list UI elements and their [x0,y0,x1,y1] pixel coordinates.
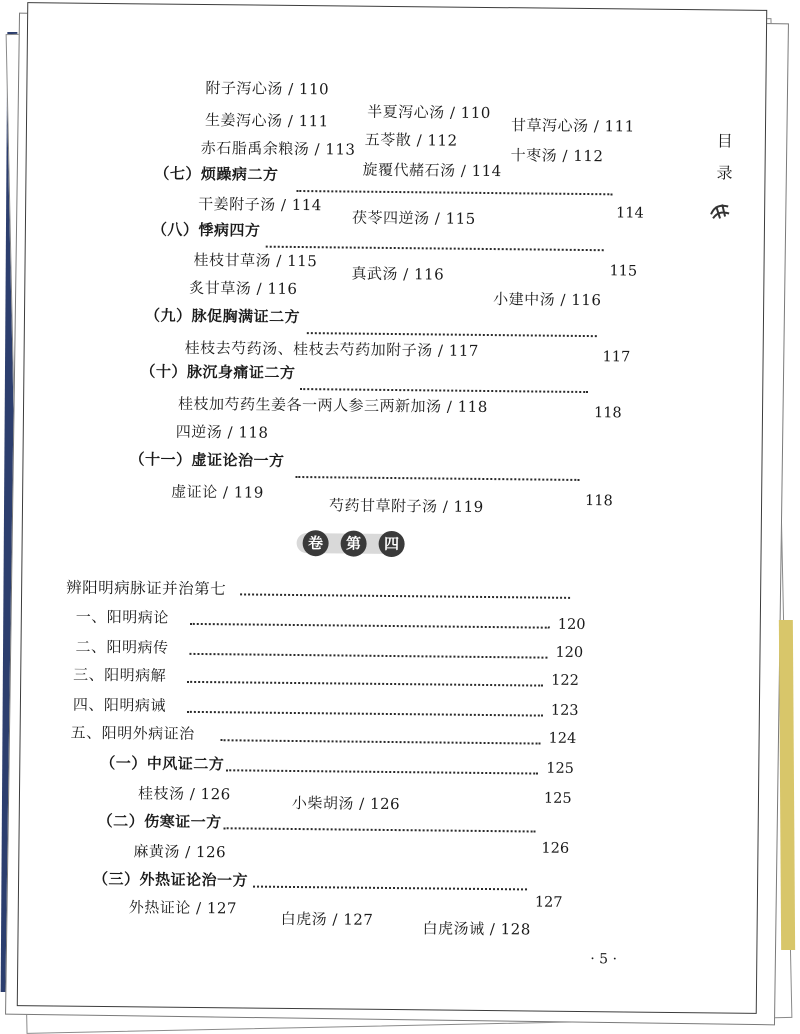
leader-dots [253,886,527,891]
page-ref: 123 [550,702,579,719]
section-heading: （八）悸病四方 [151,220,261,240]
volume-title-char: 卷 [302,530,328,556]
page-ref: 120 [555,644,584,662]
leader-dots [189,653,547,659]
page-ref: 122 [551,672,579,689]
leader-dots [190,623,550,629]
side-label-top: 目 [716,131,733,151]
ornament-icon [708,200,732,222]
toc-entry: 十枣汤 / 112 [510,146,604,166]
section-heading: （一）中风证二方 [100,753,225,774]
toc-entry: 桂枝去芍药汤、桂枝去芍药加附子汤 / 117 [184,338,479,360]
volume-title-char: 第 [340,530,366,556]
page-ref: 126 [541,840,570,857]
toc-entry: 生姜泻心汤 / 111 [204,111,329,131]
toc-entry: 旋覆代赭石汤 / 114 [362,160,502,181]
section-heading: （十）脉沉身痛证二方 [140,362,296,382]
section-heading: （三）外热证论治一方 [93,869,249,890]
toc-entry: 炙甘草汤 / 116 [189,278,298,298]
leader-dots [187,711,543,717]
page-number: · 5 · [590,951,618,968]
toc-entry: 半夏泻心汤 / 110 [367,102,491,123]
page-ref: 127 [534,894,563,911]
leader-dots [307,332,597,337]
volume-title-char: 四 [378,531,404,557]
toc-entry: 桂枝加芍药生姜各一两人参三两新加汤 / 118 [177,394,488,416]
section-heading: （七）烦躁病二方 [154,164,279,184]
toc-entry: 桂枝汤 / 126 [137,784,231,804]
stacked-page-edge-yellow [779,620,795,950]
page-ref: 118 [584,493,613,510]
page-ref: 115 [609,263,638,280]
leader-dots [300,388,588,393]
chapter-title: 辨阳明病脉证并治第七 [66,578,227,599]
toc-entry: 桂枝甘草汤 / 115 [193,250,318,271]
toc-entry: 芍药甘草附子汤 / 119 [328,496,484,516]
page-ref: 125 [543,790,572,807]
section-heading: （二）伤寒证一方 [97,811,222,832]
part-title: 一、阳明病论 [75,607,169,627]
leader-dots [295,476,579,481]
toc-entry: 干姜附子汤 / 114 [198,194,322,215]
part-title: 四、阳明病诫 [72,695,167,715]
document-page [17,2,767,1014]
toc-entry: 外热证论 / 127 [128,898,238,918]
page-ref: 125 [546,760,575,777]
toc-entry: 茯苓四逆汤 / 115 [351,208,476,228]
part-title: 二、阳明病传 [75,637,169,657]
section-heading: （九）脉促胸满证二方 [144,306,301,327]
toc-entry: 赤石脂禹余粮汤 / 113 [200,138,356,159]
toc-entry: 白虎汤 / 127 [280,909,374,929]
leader-dots [296,190,612,195]
toc-entry: 五苓散 / 112 [364,130,458,150]
part-title: 三、阳明病解 [73,665,167,685]
page-ref: 118 [593,405,622,422]
page-ref: 120 [557,616,586,634]
leader-dots [224,827,536,832]
part-title: 五、阳明外病证治 [70,723,195,743]
leader-dots [240,593,570,598]
section-heading: （十一）虚证论治一方 [129,450,285,470]
leader-dots [187,681,543,687]
toc-entry: 麻黄汤 / 126 [133,842,227,862]
toc-entry: 小柴胡汤 / 126 [291,793,401,814]
toc-entry: 白虎汤诫 / 128 [422,919,531,939]
toc-entry: 附子泻心汤 / 110 [205,79,330,99]
toc-entry: 小建中汤 / 116 [493,290,602,310]
toc-entry: 甘草泻心汤 / 111 [510,116,635,136]
page-ref: 114 [616,205,644,222]
side-label-bottom: 录 [716,163,733,183]
leader-dots [226,769,538,774]
page-ref: 117 [602,349,631,366]
page-ref: 124 [548,730,577,747]
leader-dots [221,739,541,744]
toc-entry: 虚证论 / 119 [171,482,264,502]
toc-entry: 四逆汤 / 118 [175,422,269,442]
toc-entry: 真武汤 / 116 [351,264,445,284]
